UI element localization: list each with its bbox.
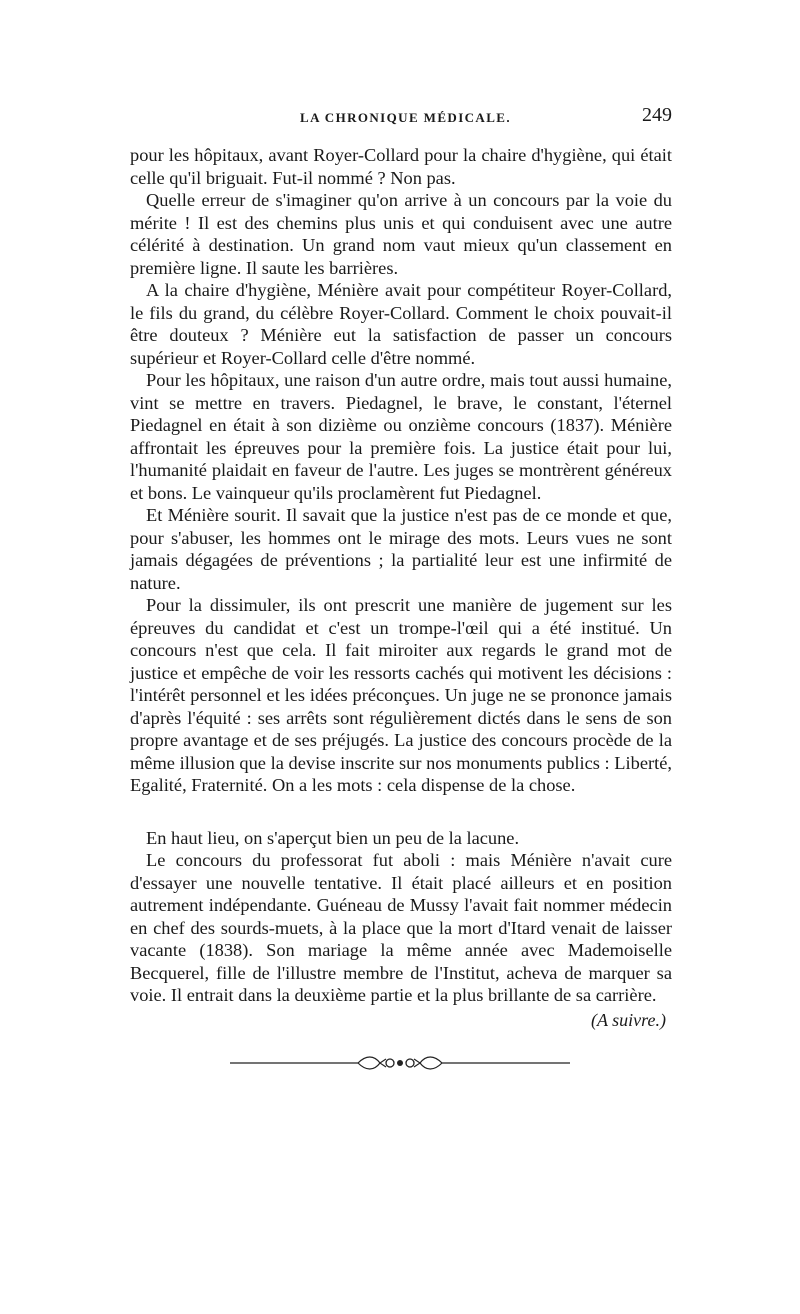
to-be-continued <box>130 1009 672 1031</box>
running-head <box>130 100 672 132</box>
fleuron-divider-icon <box>230 1053 570 1073</box>
section-gap <box>130 797 672 827</box>
page-number: 249 <box>642 104 672 126</box>
paragraph-7: En haut lieu, on s'aperçut bien un peu de la lacune. <box>146 827 520 848</box>
paragraph-8: Le concours du professorat fut aboli : mais Ménière n'avait cure d'essayer une nouvelle tentative. Il était placé ailleurs et en position autrement indépendante. Guéneau de Mussy l'avait fait nommer médecin en chef des sourds-muets, à la place que la mort d'Itard venait de laisser vacante (1838). Son mariage la même année avec Mademoiselle Becquerel, fille de l'illustre membre de l'Institut, acheva de marquer sa voie. Il entrait dans la deuxième partie et la plus brillante de sa carrière. <box>130 850 672 1005</box>
paragraph-2: Quelle erreur de s'imaginer qu'on arrive à un concours par la voie du mérite ! Il est des chemins plus unis et qui conduisent avec une autre célérité à destination. Un grand nom vaut mieux qu'un classement en première ligne. Il saute les barrières. <box>130 190 672 278</box>
to-be-continued-text: (A suivre.) <box>591 1009 666 1030</box>
book-page <box>130 100 672 1078</box>
paragraph-1: pour les hôpitaux, avant Royer-Collard pour la chaire d'hygiène, qui était celle qu'il briguait. Fut-il nommé ? Non pas. <box>130 145 672 188</box>
paragraph-3: A la chaire d'hygiène, Ménière avait pour compétiteur Royer-Collard, le fils du grand, du célèbre Royer-Collard. Comment le choix pouvait-il être douteux ? Ménière eut la satisfaction de passer un concours supérieur et Royer-Collard celle d'être nommé. <box>130 280 672 368</box>
paragraph-5: Et Ménière sourit. Il savait que la justice n'est pas de ce monde et que, pour s'abuser, les hommes ont le mirage des mots. Leurs vues ne sont jamais dégagées de préventions ; la partialité leur est une infirmité de nature. <box>130 505 672 593</box>
paragraph-4: Pour les hôpitaux, une raison d'un autre ordre, mais tout aussi humaine, vint se mettre en travers. Piedagnel, le brave, le constant, l'éternel Piedagnel en était à son dizième ou onzième concours (1837). Ménière affrontait les épreuves pour la première fois. La justice était pour lui, l'humanité plaidait en faveur de l'autre. Les juges se montrèrent généreux et bons. Le vainqueur qu'ils proclamèrent fut Piedagnel. <box>130 370 672 503</box>
journal-title: LA CHRONIQUE MÉDICALE. <box>300 110 512 125</box>
body-text <box>130 144 672 1007</box>
paragraph-6: Pour la dissimuler, ils ont prescrit une manière de jugement sur les épreuves du candidat et c'est un trompe-l'œil qui a été institué. Un concours n'est que cela. Il fait miroiter aux regards le grand mot de justice et empêche de voir les ressorts cachés qui motivent les décisions : l'intérêt personnel et les idées préconçues. Un juge ne se prononce jamais d'après l'équité : ses arrêts sont régulièrement dictés dans le sens de son propre avantage et de ses préjugés. La justice des concours procède de la même illusion que la devise inscrite sur nos monuments publics : Liberté, Egalité, Fraternité. On a les mots : cela dispense de la chose. <box>130 595 672 795</box>
